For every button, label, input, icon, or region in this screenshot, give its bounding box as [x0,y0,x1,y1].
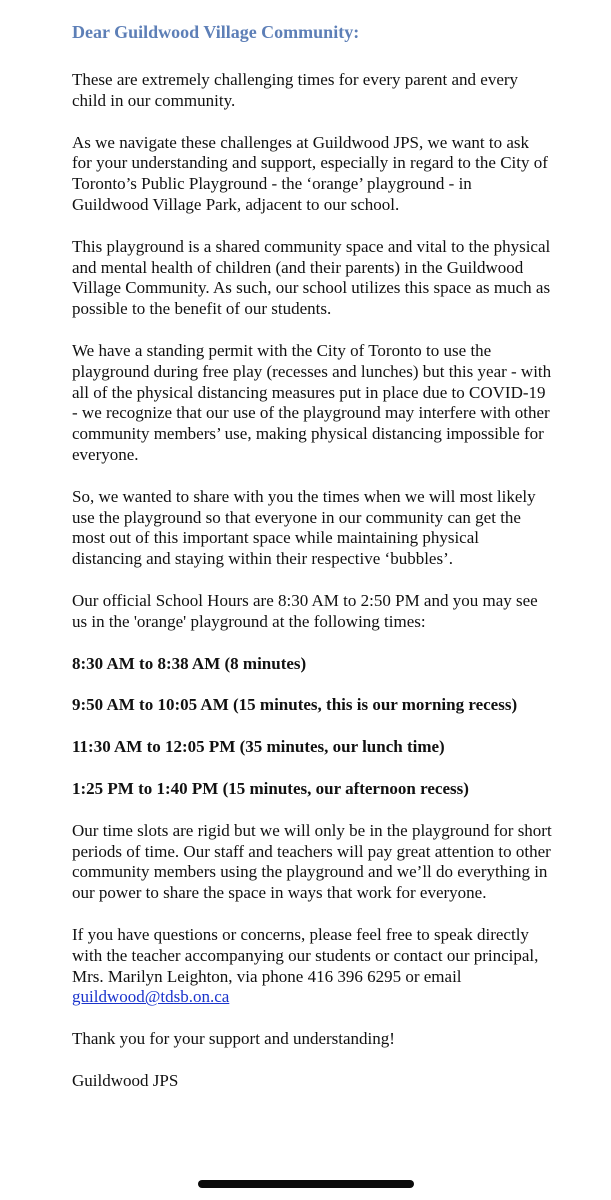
paragraph-thanks: Thank you for your support and understanding! [72,1029,395,1049]
paragraph-contact [72,925,552,1008]
paragraph-school-hours: Our official School Hours are 8:30 AM to 2:50 PM and you may see us in the 'orange' playground at the following times: [72,590,538,631]
contact-text: If you have questions or concerns, please feel free to speak directly with the teacher accompanying our students or contact our principal, Mrs. Marilyn Leighton, via phone 416 396 6295 or email [72,924,539,986]
time-slot: 8:30 AM to 8:38 AM (8 minutes) [72,653,307,673]
time-slot: 11:30 AM to 12:05 PM (35 minutes, our lunch time) [72,737,445,757]
paragraph-intro: These are extremely challenging times for every parent and every child in our community. [72,70,519,110]
home-indicator[interactable] [198,1180,414,1188]
email-link[interactable]: guildwood@tdsb.on.ca [72,987,230,1007]
paragraph-permit: We have a standing permit with the City of Toronto to use the playground during free play (recesses and lunches) but this year - with all of the physical distancing measures put in place due to COVID-19 - we recognize that our use of the playground may interfere with other community members’ use, making physical distancing impossible for everyone. [72,340,552,464]
time-slot: 1:25 PM to 1:40 PM (15 minutes, our afternoon recess) [72,778,469,798]
paragraph-shared-space: This playground is a shared community space and vital to the physical and mental health of children (and their parents) in the Guildwood Village Community. As such, our school utilizes this space as much as possible to the benefit of our students. [72,236,551,319]
letter-body [72,20,552,1113]
letter-greeting: Dear Guildwood Village Community: [72,22,360,42]
paragraph-time-slots-note: Our time slots are rigid but we will only be in the playground for short periods of time. Our staff and teachers will pay great attention to other community members using the playground and we’ll do everything in our power to share the space in ways that work for everyone. [72,820,552,903]
signature: Guildwood JPS [72,1070,179,1090]
paragraph-request: As we navigate these challenges at Guildwood JPS, we want to ask for your understanding and support, especially in regard to the City of Toronto’s Public Playground - the ‘orange’ playground - in Guildwood Village Park, adjacent to our school. [72,132,548,214]
time-slot: 9:50 AM to 10:05 AM (15 minutes, this is our morning recess) [72,695,518,715]
paragraph-share-times: So, we wanted to share with you the times when we will most likely use the playground so that everyone in our community can get the most out of this important space while maintaining physical distancing and staying within their respective ‘bubbles’. [72,486,536,569]
